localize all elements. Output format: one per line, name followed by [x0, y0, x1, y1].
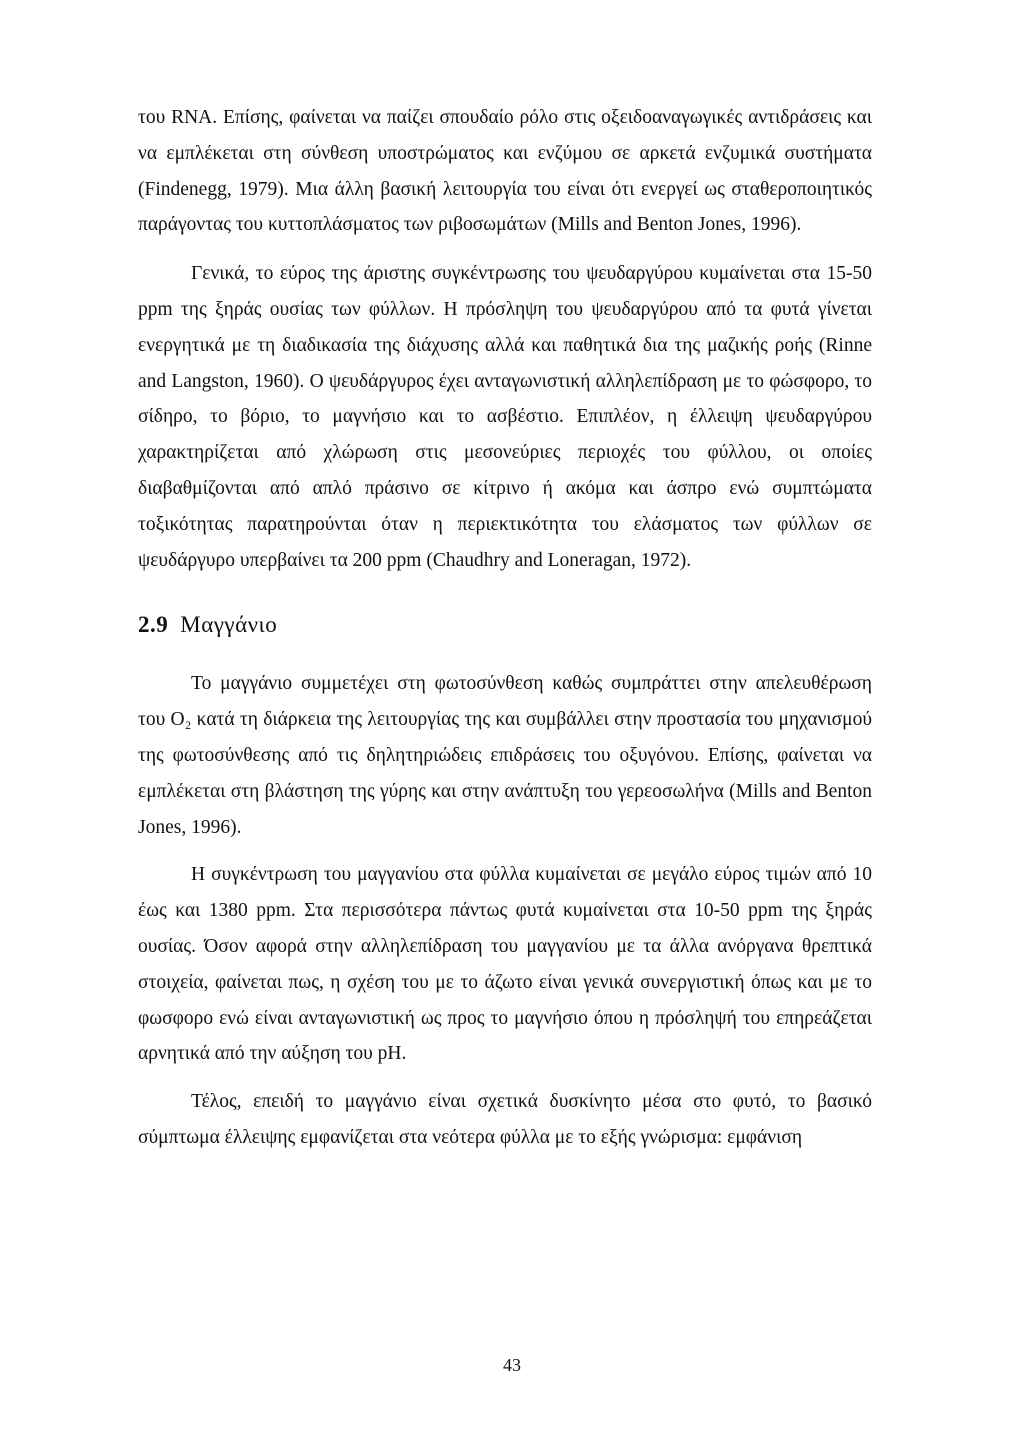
page-number: 43 — [503, 1355, 521, 1375]
section-number: 2.9 — [138, 612, 169, 638]
body-paragraph-1: του RNA. Επίσης, φαίνεται να παίζει σπουδαίο ρόλο στις οξειδοαναγωγικές αντιδράσεις και να εμπλέκεται στη σύνθεση υποστρώματος και ενζύμου σε αρκετά ενζυμικά συστήματα (Findenegg, 1979). Μια άλλη βασική λειτουργία του είναι ότι ενεργεί ως σταθεροποιητικός παράγοντας του κυττοπλάσματος των ριβοσωμάτων (Mills and Benton Jones, 1996). — [138, 107, 872, 236]
section-heading — [138, 612, 872, 638]
section-paragraph-1: Το μαγγάνιο συμμετέχει στη φωτοσύνθεση καθώς συμπράττει στην απελευθέρωση του O₂ κατά τη διάρκεια της λειτουργίας της και συμβάλλει στην προστασία του μηχανισμού της φωτοσύνθεσης από τις δηλητηριώδεις επιδράσεις του οξυγόνου. Επίσης, φαίνεται να εμπλέκεται στη βλάστηση της γύρης και στην ανάπτυξη του γερεοσωλήνα (Mills and Benton Jones, 1996). — [138, 673, 872, 838]
document-page — [138, 100, 872, 1156]
section-paragraph-3: Τέλος, επειδή το μαγγάνιο είναι σχετικά δυσκίνητο μέσα στο φυτό, το βασικό σύμπτωμα έλλειψης εμφανίζεται στα νεότερα φύλλα με το εξής γνώρισμα: εμφάνιση — [138, 1091, 872, 1148]
section-paragraph-2: Η συγκέντρωση του μαγγανίου στα φύλλα κυμαίνεται σε μεγάλο εύρος τιμών από 10 έως και 1380 ppm. Στα περισσότερα πάντως φυτά κυμαίνεται στα 10-50 ppm της ξηράς ουσίας. Όσον αφορά στην αλληλεπίδραση του μαγγανίου με τα άλλα ανόργανα θρεπτικά στοιχεία, φαίνεται πως, η σχέση του με το άζωτο είναι γενικά συνεργιστική όπως και με το φωσφορο ενώ είναι ανταγωνιστική ως προς το μαγνήσιο όπου η πρόσληψή του επηρεάζεται αρνητικά από την αύξηση του pH. — [138, 864, 872, 1065]
body-paragraph-2: Γενικά, το εύρος της άριστης συγκέντρωσης του ψευδαργύρου κυμαίνεται στα 15-50 ppm της ξηράς ουσίας των φύλλων. Η πρόσληψη του ψευδαργύρου από τα φυτά γίνεται ενεργητικά με τη διαδικασία της διάχυσης αλλά και παθητικά δια της μαζικής ροής (Rinne and Langston, 1960). Ο ψευδάργυρος έχει ανταγωνιστική αλληλεπίδραση με το φώσφορο, το σίδηρο, το βόριο, το μαγνήσιο και το ασβέστιο. Επιπλέον, η έλλειψη ψευδαργύρου χαρακτηρίζεται από χλώρωση στις μεσονεύριες περιοχές του φύλλου, οι οποίες διαβαθμίζονται από απλό πράσινο σε κίτρινο ή ακόμα και άσπρο ενώ συμπτώματα τοξικότητας παρατηρούνται όταν η περιεκτικότητα του ελάσματος των φύλλων σε ψευδάργυρο υπερβαίνει τα 200 ppm (Chaudhry and Loneragan, 1972). — [138, 263, 872, 571]
section-title: Μαγγάνιο — [180, 612, 278, 638]
